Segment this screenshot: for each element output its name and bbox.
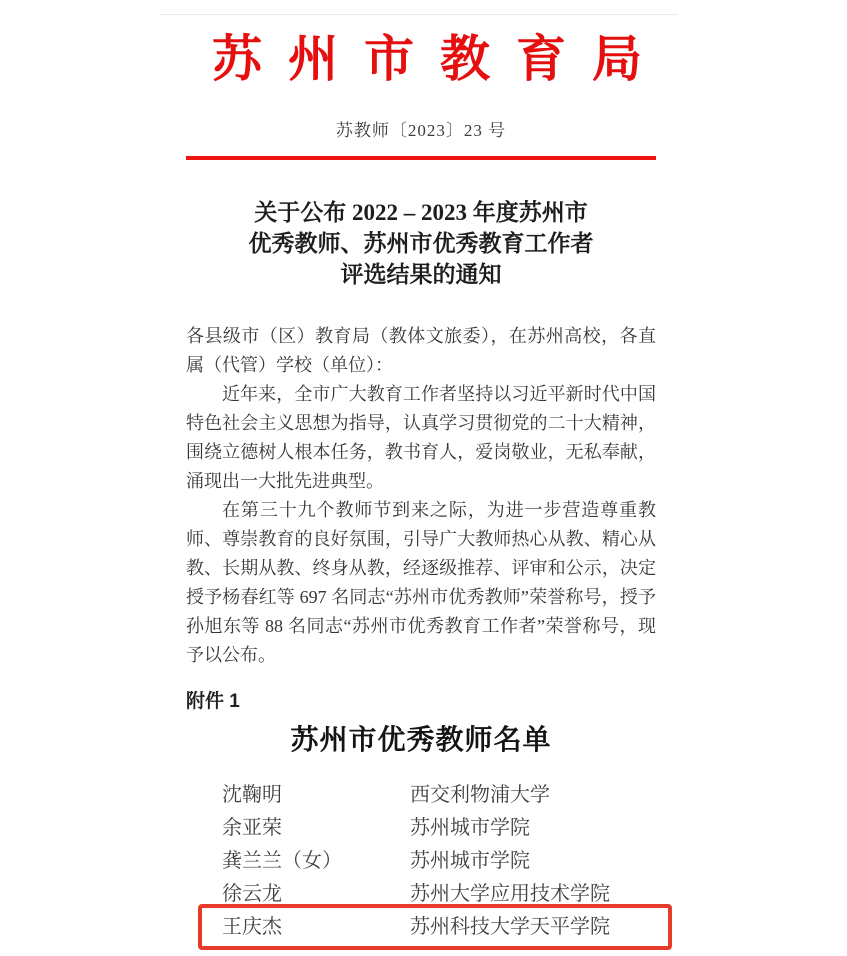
teacher-row [186, 845, 656, 878]
teacher-row [186, 812, 656, 845]
paragraph-decision: 在第三十九个教师节到来之际，为进一步营造尊重教师、尊崇教育的良好氛围，引导广大教师热心从教、精心从教、长期从教、终身从教，经逐级推荐、评审和公示，决定授予杨春红等 697 名同志“苏州市优秀教师”荣誉称号，授予孙旭东等 88 名同志“苏州市优秀教育工作者”荣誉称号，现予以公布。 [186, 500, 656, 665]
teacher-name: 王庆杰 [222, 916, 282, 938]
document-content [186, 0, 668, 944]
notice-title-line-3: 评选结果的通知 [340, 262, 502, 287]
red-divider-line [186, 156, 656, 160]
teacher-school: 西交利物浦大学 [410, 784, 550, 806]
paragraph-background: 近年来，全市广大教育工作者坚持以习近平新时代中国特色社会主义思想为指导，认真学习贯彻党的二十大精神，围绕立德树人根本任务，教书育人，爱岗敬业，无私奉献，涌现出一大批先进典型。 [186, 384, 656, 491]
agency-title: 苏州市教育局 [212, 31, 668, 87]
paragraph-recipients: 各县级市（区）教育局（教体文旅委），在苏州高校，各直属（代管）学校（单位）： [186, 326, 656, 375]
teacher-school: 苏州大学应用技术学院 [410, 883, 610, 905]
notice-title-line-2: 优秀教师、苏州市优秀教育工作者 [248, 231, 594, 256]
attachment-label: 附件 1 [186, 691, 240, 712]
notice-title [186, 197, 656, 290]
teacher-school: 苏州城市学院 [410, 850, 530, 872]
document-number: 苏教师〔2023〕23 号 [335, 121, 507, 140]
notice-body [186, 322, 656, 670]
teacher-row [186, 878, 656, 911]
teacher-row [186, 911, 656, 944]
teacher-school: 苏州城市学院 [410, 817, 530, 839]
teacher-list [186, 779, 656, 944]
teacher-name: 沈鞠明 [222, 784, 282, 806]
teacher-school: 苏州科技大学天平学院 [410, 916, 610, 938]
notice-title-line-1: 关于公布 2022 – 2023 年度苏州市 [254, 200, 588, 225]
teacher-name: 余亚荣 [222, 817, 282, 839]
teacher-row [186, 779, 656, 812]
teacher-name: 徐云龙 [222, 883, 282, 905]
teacher-name: 龚兰兰（女） [222, 850, 342, 872]
teacher-list-title: 苏州市优秀教师名单 [290, 725, 552, 756]
